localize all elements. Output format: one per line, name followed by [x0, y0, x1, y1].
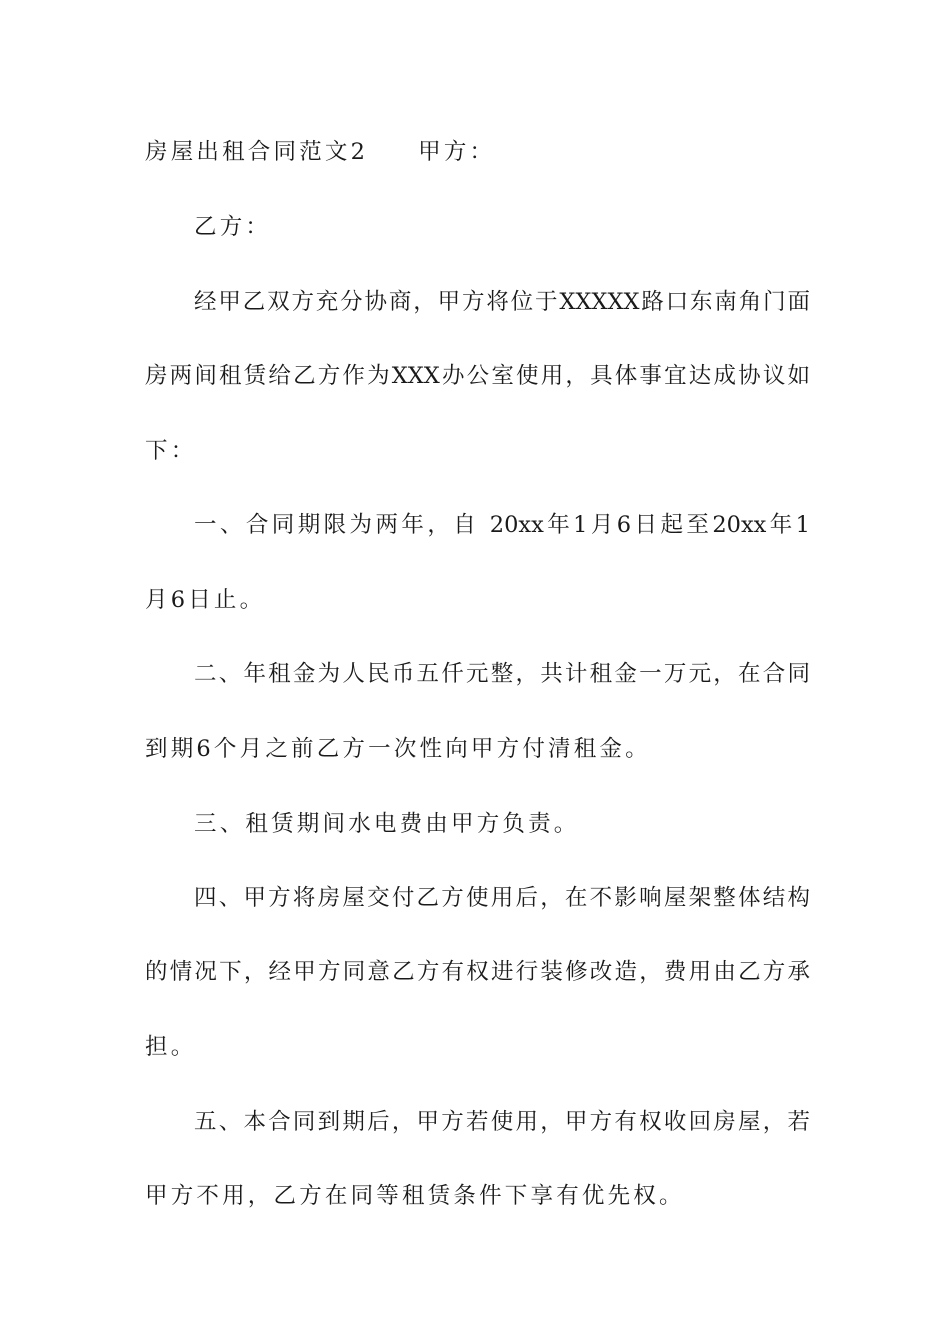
party-a-label: 甲方： [418, 139, 496, 165]
paragraph-2-line-1: 一、合同期限为两年，自 20xx年1月6日起至20xx年1 [194, 512, 810, 538]
paragraph-5-line-3: 担。 [145, 1034, 197, 1060]
paragraph-5-line-1: 四、甲方将房屋交付乙方使用后，在不影响屋架整体结构 [194, 885, 810, 911]
party-b-label: 乙方： [194, 214, 272, 240]
paragraph-4-line-1: 三、租赁期间水电费由甲方负责。 [194, 811, 580, 837]
paragraph-3-line-2: 到期6个月之前乙方一次性向甲方付清租金。 [145, 736, 651, 762]
paragraph-1-line-3: 下： [145, 438, 197, 464]
paragraph-5-line-2: 的情况下，经甲方同意乙方有权进行装修改造，费用由乙方承 [145, 959, 810, 985]
paragraph-1-line-2: 房两间租赁给乙方作为XXX办公室使用，具体事宜达成协议如 [145, 363, 810, 389]
paragraph-1-line-1: 经甲乙双方充分协商，甲方将位于XXXXX路口东南角门面 [194, 289, 810, 315]
title-line [145, 132, 810, 172]
paragraph-3-line-1: 二、年租金为人民币五仟元整，共计租金一万元，在合同 [194, 661, 810, 687]
paragraph-6-line-2: 甲方不用，乙方在同等租赁条件下享有优先权。 [145, 1183, 685, 1209]
document-title: 房屋出租合同范文2 [145, 139, 369, 165]
paragraph-2-line-2: 月6日止。 [145, 587, 266, 613]
paragraph-6-line-1: 五、本合同到期后，甲方若使用，甲方有权收回房屋，若 [194, 1109, 810, 1135]
